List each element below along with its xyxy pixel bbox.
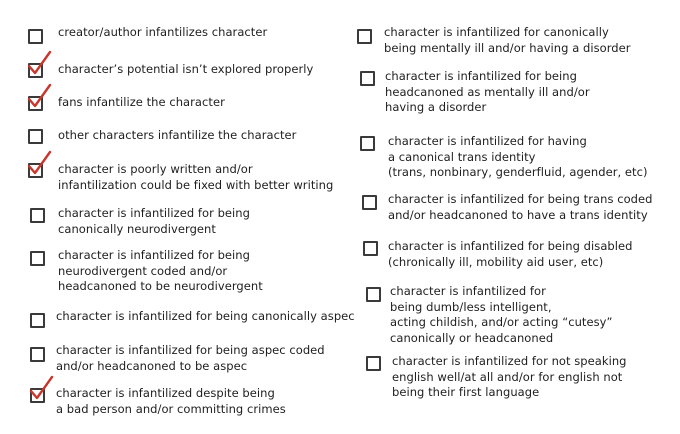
label-line: canonically or headcanoned <box>390 330 554 345</box>
checkbox[interactable] <box>360 136 375 151</box>
checkbox[interactable] <box>362 195 377 210</box>
checkbox[interactable] <box>360 71 375 86</box>
label-line: creator/author infantilizes character <box>58 25 268 39</box>
label-line: headcanoned as mentally ill and/or <box>385 84 590 99</box>
label-line: and/or headcanoned to be aspec <box>56 358 248 373</box>
label-line: character is infantilized for being aspec coded <box>56 343 325 357</box>
label-line: headcanoned to be neurodivergent <box>58 279 263 293</box>
label-line: being dumb/less intelligent, <box>390 299 552 314</box>
label-line: english well/at all and/or for english not <box>392 369 623 384</box>
label-line: and/or headcanoned to have a trans identity <box>388 207 648 222</box>
label-line: character is poorly written and/or <box>58 162 253 176</box>
checklist-label <box>384 25 631 56</box>
checkbox[interactable] <box>28 29 43 44</box>
checklist-label <box>385 69 590 116</box>
checklist-label <box>392 354 627 401</box>
checklist-label <box>58 162 333 193</box>
checkbox[interactable] <box>28 129 43 144</box>
check-mark-icon <box>26 82 56 112</box>
label-line: character is infantilized for being <box>58 206 250 220</box>
checkbox[interactable] <box>366 356 381 371</box>
check-mark-icon <box>28 374 58 404</box>
label-line: (trans, nonbinary, genderfluid, agender, etc) <box>388 165 648 179</box>
label-line: having a disorder <box>385 100 487 114</box>
check-mark-icon <box>26 49 56 79</box>
label-line: canonically neurodivergent <box>58 221 216 236</box>
check-mark-icon <box>26 149 56 179</box>
label-line: character is infantilized for being canonically aspec <box>56 309 355 323</box>
label-line: neurodivergent coded and/or <box>58 263 228 278</box>
checkbox[interactable] <box>30 208 45 223</box>
checklist-label <box>58 95 225 111</box>
checklist-label <box>56 309 355 325</box>
label-line: infantilization could be fixed with better writing <box>58 177 334 192</box>
checklist-label <box>388 192 652 223</box>
label-line: character is infantilized for being trans coded <box>388 192 653 206</box>
checklist-label <box>388 239 632 270</box>
label-line: other characters infantilize the character <box>58 128 297 142</box>
checklist-label <box>56 386 286 417</box>
label-line: a bad person and/or committing crimes <box>56 401 286 416</box>
label-line: character is infantilized for canonically <box>384 25 609 39</box>
checklist-label <box>390 284 613 346</box>
label-line: being their first language <box>392 385 540 399</box>
checklist-label <box>56 343 325 374</box>
label-line: character is infantilized for not speaking <box>392 354 627 368</box>
checklist-label <box>58 128 296 144</box>
checkbox[interactable] <box>363 241 378 256</box>
checklist-label <box>58 25 267 41</box>
label-line: fans infantilize the character <box>58 95 225 109</box>
checklist-label <box>58 248 263 295</box>
checklist-label <box>58 206 250 237</box>
checklist-label <box>58 62 313 78</box>
label-line: a canonical trans identity <box>388 149 536 164</box>
label-line: acting childish, and/or acting “cutesy” <box>390 315 613 329</box>
checklist-label <box>388 134 648 181</box>
label-line: (chronically ill, mobility aid user, etc) <box>388 254 604 269</box>
label-line: character’s potential isn’t explored properly <box>58 62 314 76</box>
label-line: character is infantilized for having <box>388 134 587 148</box>
checkbox[interactable] <box>30 347 45 362</box>
label-line: character is infantilized for being <box>385 69 577 83</box>
label-line: character is infantilized despite being <box>56 386 275 400</box>
label-line: character is infantilized for <box>390 284 546 298</box>
label-line: character is infantilized for being <box>58 248 250 262</box>
checkbox[interactable] <box>357 29 372 44</box>
checkbox[interactable] <box>30 251 45 266</box>
checkbox[interactable] <box>30 313 45 328</box>
checkbox[interactable] <box>366 287 381 302</box>
label-line: character is infantilized for being disabled <box>388 239 633 253</box>
label-line: being mentally ill and/or having a disorder <box>384 40 631 55</box>
